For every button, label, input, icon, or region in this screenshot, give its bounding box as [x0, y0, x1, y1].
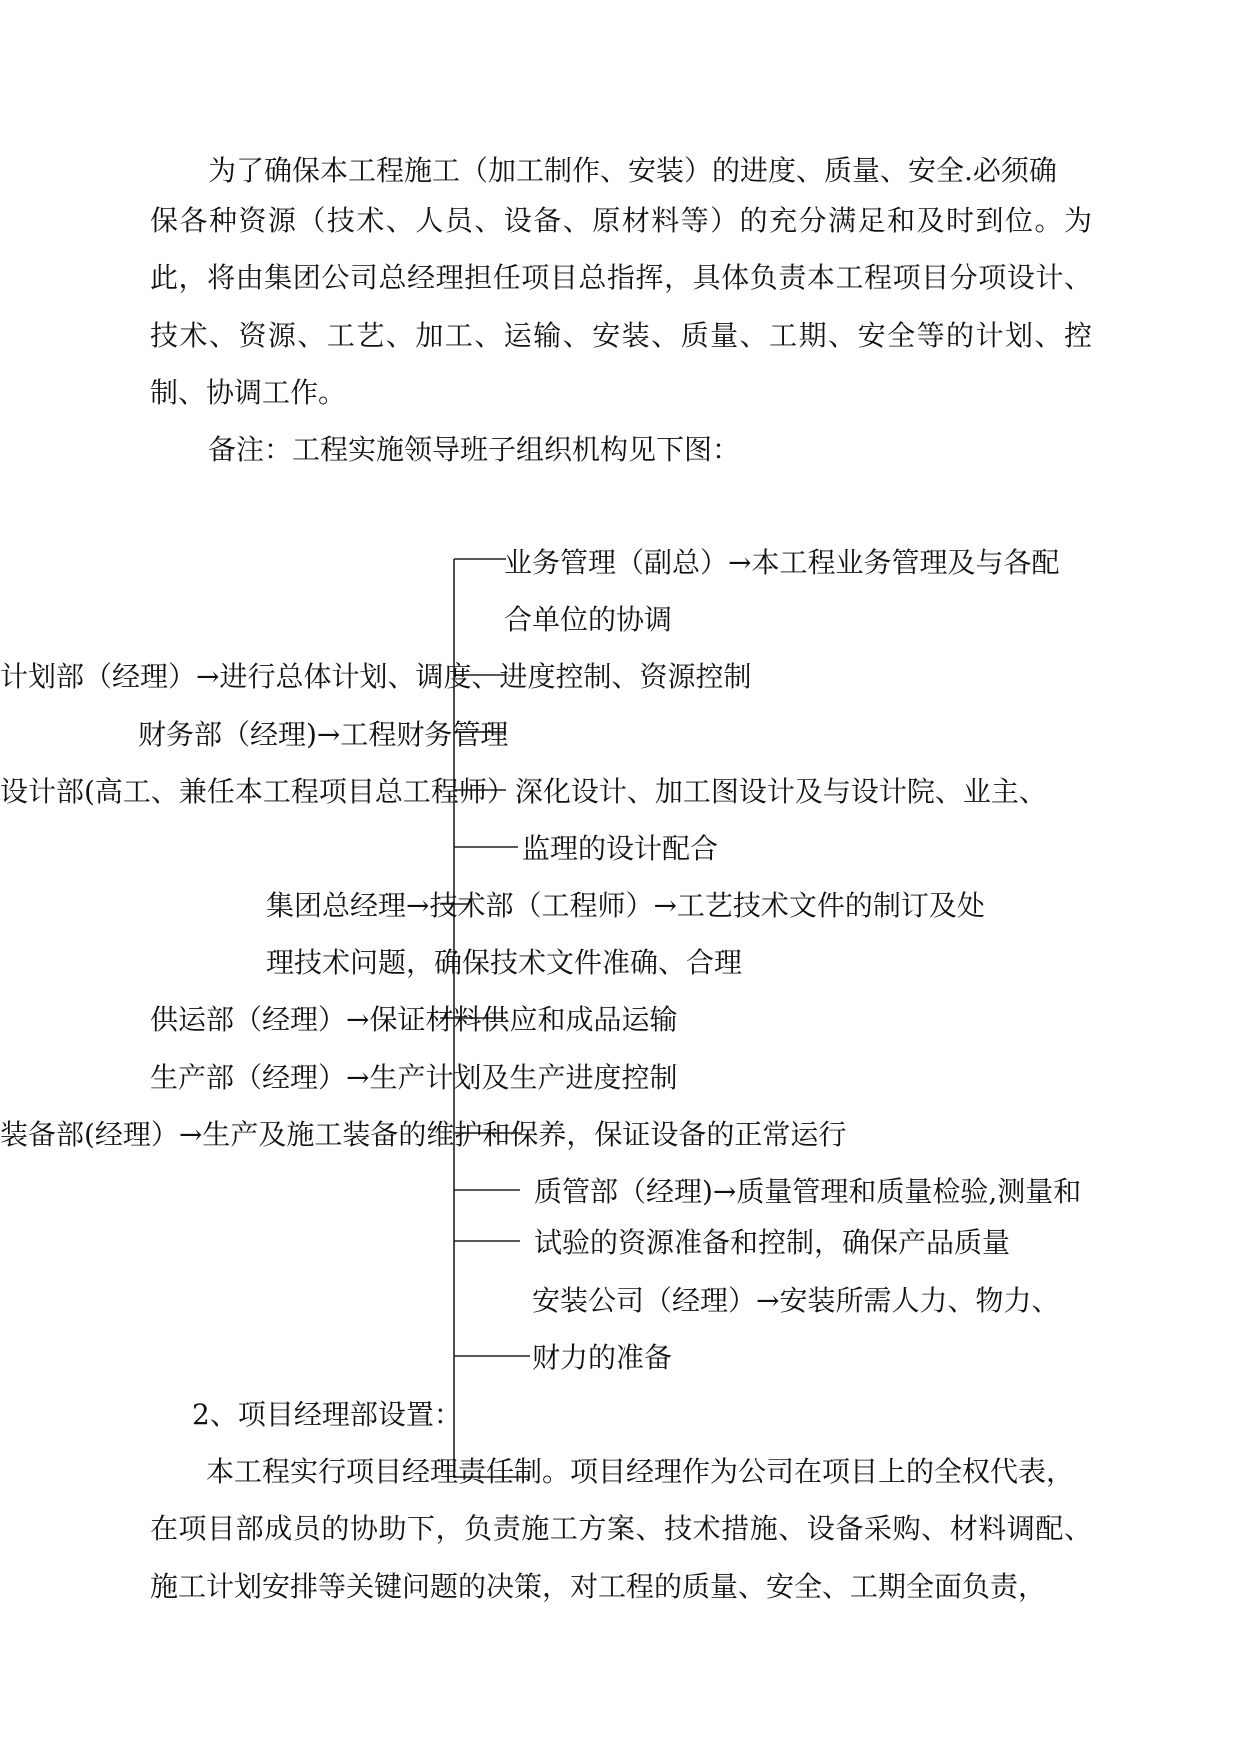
org-production: 生产部（经理）→生产计划及生产进度控制 — [150, 1061, 678, 1094]
section2-line-3: 施工计划安排等关键问题的决策，对工程的质量、安全、工期全面负责， — [150, 1570, 1047, 1603]
intro-line-4: 技术、资源、工艺、加工、运输、安装、质量、工期、安全等的计划、控 — [150, 319, 1092, 352]
intro-line-5: 制、协调工作。 — [150, 376, 347, 409]
org-design-line-1: 设计部(高工、兼任本工程项目总工程师）深化设计、加工图设计及与设计院、业主、 — [0, 775, 1047, 808]
org-technical-line-2: 理技术问题，确保技术文件准确、合理 — [266, 946, 743, 979]
org-business-mgmt-line-2: 合单位的协调 — [504, 603, 673, 636]
section2-line-2: 在项目部成员的协助下，负责施工方案、技术措施、设备采购、材料调配、 — [150, 1512, 1092, 1545]
intro-line-3: 此，将由集团公司总经理担任项目总指挥，具体负责本工程项目分项设计、 — [150, 261, 1092, 294]
org-planning: 计划部（经理）→进行总体计划、调度、进度控制、资源控制 — [0, 660, 752, 693]
org-technical-line-1: 集团总经理→技术部（工程师）→工艺技术文件的制订及处 — [266, 889, 985, 922]
org-design-line-2: 监理的设计配合 — [522, 832, 719, 865]
org-equipment: 装备部(经理）→生产及施工装备的维护和保养，保证设备的正常运行 — [0, 1118, 847, 1151]
section2-line-1: 本工程实行项目经理责任制。项目经理作为公司在项目上的全权代表， — [206, 1455, 1075, 1488]
intro-line-1: 为了确保本工程施工（加工制作、安装）的进度、质量、安全.必须确 — [208, 154, 1057, 187]
org-finance: 财务部（经理)→工程财务管理 — [138, 718, 509, 751]
org-installation-line-1: 安装公司（经理）→安装所需人力、物力、 — [532, 1284, 1060, 1317]
section2-heading: 2、项目经理部设置： — [192, 1398, 462, 1431]
org-business-mgmt-line-1: 业务管理（副总）→本工程业务管理及与各配 — [504, 546, 1060, 579]
org-quality-line-2: 试验的资源准备和控制，确保产品质量 — [534, 1226, 1011, 1259]
org-supply: 供运部（经理）→保证材料供应和成品运输 — [150, 1003, 678, 1036]
intro-note: 备注：工程实施领导班子组织机构见下图： — [208, 433, 741, 466]
org-quality-line-1: 质管部（经理)→质量管理和质量检验,测量和 — [534, 1175, 1082, 1208]
intro-line-2: 保各种资源（技术、人员、设备、原材料等）的充分满足和及时到位。为 — [150, 204, 1092, 237]
org-installation-line-2: 财力的准备 — [532, 1341, 673, 1374]
